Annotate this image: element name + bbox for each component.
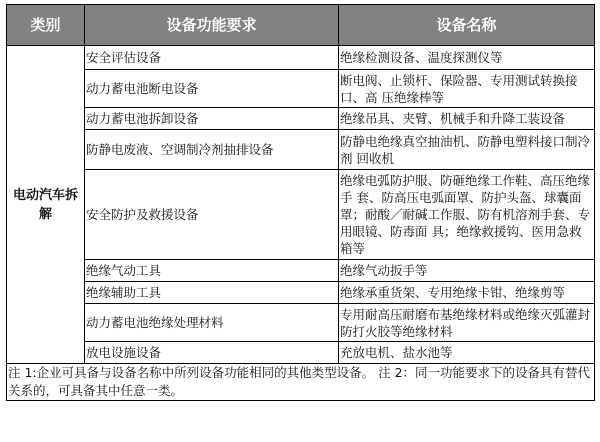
header-category: 类别	[7, 5, 85, 46]
table-row	[7, 130, 595, 170]
equipment-cell: 防静电绝缘真空抽油机、防静电塑料接口制冷剂 回收机	[339, 130, 595, 170]
requirement-cell: 放电设施设备	[85, 342, 339, 364]
requirement-cell: 绝缘气动工具	[85, 260, 339, 282]
table-row	[7, 170, 595, 260]
table-row	[7, 260, 595, 282]
requirement-cell: 动力蓄电池绝缘处理材料	[85, 304, 339, 342]
equipment-cell: 绝缘吊具、夹臂、机械手和升降工装设备	[339, 108, 595, 130]
requirement-cell: 安全评估设备	[85, 46, 339, 70]
equipment-cell: 断电阀、止锁杆、保险器、专用测试转换接口、高 压绝缘棒等	[339, 70, 595, 108]
header-equipment: 设备名称	[339, 5, 595, 46]
table-row	[7, 342, 595, 364]
equipment-requirements-table	[6, 4, 595, 401]
table-row	[7, 282, 595, 304]
header-requirement: 设备功能要求	[85, 5, 339, 46]
table-row	[7, 46, 595, 70]
requirement-cell: 防静电废液、空调制冷剂抽排设备	[85, 130, 339, 170]
requirement-cell: 安全防护及救援设备	[85, 170, 339, 260]
table-note: 注 1:企业可具备与设备名称中所列设备功能相同的其他类型设备。 注 2：同一功能要求下的设备具有替代关系的，可具备其中任意一类。	[7, 364, 595, 401]
equipment-cell: 专用耐高压耐磨布基绝缘材料或绝缘灭弧灌封 防打火胶等绝缘材料	[339, 304, 595, 342]
table-row	[7, 304, 595, 342]
requirement-cell: 动力蓄电池断电设备	[85, 70, 339, 108]
equipment-cell: 绝缘检测设备、温度探测仪等	[339, 46, 595, 70]
table-row	[7, 108, 595, 130]
table-row	[7, 70, 595, 108]
equipment-cell: 充放电机、盐水池等	[339, 342, 595, 364]
category-cell: 电动汽车拆解	[7, 46, 85, 364]
equipment-cell: 绝缘气动扳手等	[339, 260, 595, 282]
equipment-cell: 绝缘电弧防护服、防砸绝缘工作鞋、高压绝缘手 套、防高压电弧面罩、防护头盔、球囊面罩；耐酸／耐碱工作服、防有机溶剂手套、专用眼镜、防毒面 具；绝缘救援钩、医用急救箱等	[339, 170, 595, 260]
requirement-cell: 动力蓄电池拆卸设备	[85, 108, 339, 130]
table-header-row	[7, 5, 595, 46]
note-row	[7, 364, 595, 401]
equipment-cell: 绝缘承重货架、专用绝缘卡钳、绝缘剪等	[339, 282, 595, 304]
requirement-cell: 绝缘辅助工具	[85, 282, 339, 304]
